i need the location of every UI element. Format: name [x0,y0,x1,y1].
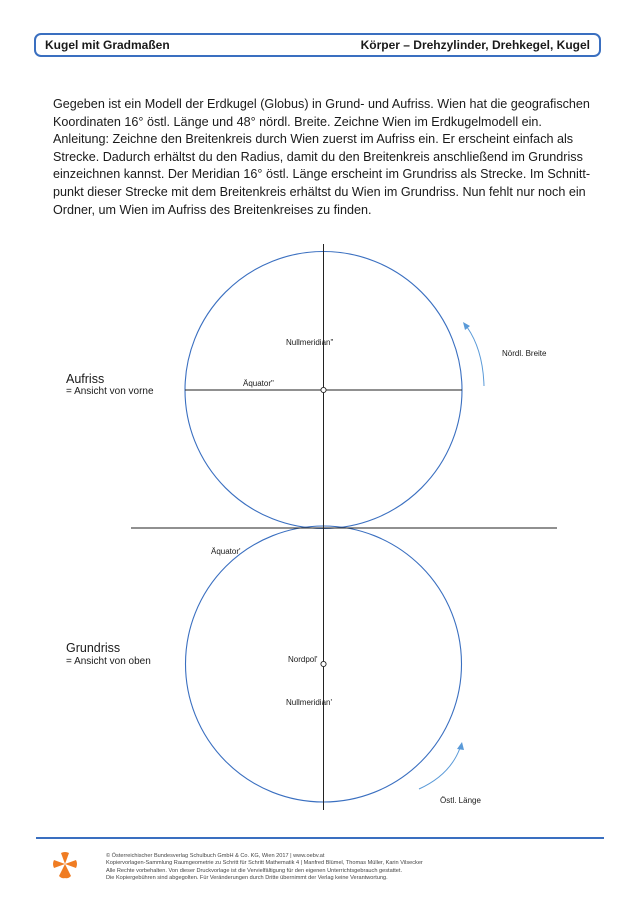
intro-line: Koordinaten 16° östl. Länge und 48° nördl. Breite. Zeichne Wien im Erdkugelmodell ein. [53,114,542,129]
aufriss-center-point [321,387,326,392]
footer-line: © Österreichischer Bundesverlag Schulbuch GmbH & Co. KG, Wien 2017 | www.oebv.at [106,853,325,859]
laenge-label: Östl. Länge [440,796,481,805]
grundriss-title: Grundriss [66,641,121,655]
header-right-title: Körper – Drehzylinder, Drehkegel, Kugel [360,38,590,52]
breite-arrowhead [463,322,470,330]
grundriss-aequator-label: Äquator' [211,547,241,556]
grundriss-nullmeridian-label: Nullmeridian' [286,698,332,707]
publisher-logo [52,851,78,879]
footer-line: Kopiervorlagen-Sammlung Raumgeometrie zu Schritt für Schritt Mathematik 4 | Manfred Blümel, Thomas Müller, Karin Vilsecker [106,860,423,867]
footer-line: Alle Rechte vorbehalten. Von dieser Druckvorlage ist die Vervielfältigung für den eigenen Unterrichtsgebrauch gestattet. [106,867,403,874]
nordpol-label: Nordpol' [288,655,318,664]
nordpol-point [321,661,326,666]
aufriss-aequator-label: Äquator" [243,379,274,388]
aufriss-nullmeridian-label: Nullmeridian" [286,338,334,347]
intro-line: Ordner, um Wien im Aufriss des Breitenkreises zu finden. [53,202,372,217]
intro-line: Strecke. Dadurch erhältst du den Radius, damit du den Breitenkreis anschließend im Grundriss [53,149,583,164]
laenge-arrow [419,748,460,789]
intro-line: punkt dieser Strecke mit dem Breitenkreis erhältst du Wien im Grundriss. Nun fehlt nur noch ein [53,184,586,199]
intro-line: Anleitung: Zeichne den Breitenkreis durch Wien zuerst im Aufriss ein. Er erscheint einfach als [53,132,574,147]
breite-label: Nördl. Breite [502,349,547,358]
footer-rule [36,837,604,839]
footer-line: Die Kopiergebühren sind abgegolten. Für Veränderungen durch Dritte übernimmt der Verlag keine Verantwortung. [106,874,388,881]
breite-arrow [467,327,484,386]
intro-line: einzeichnen kannst. Der Meridian 16° östl. Länge erscheint im Grundriss als Strecke. Im Schnitt- [53,167,591,182]
aufriss-subtitle: = Ansicht von vorne [66,386,154,397]
grundriss-subtitle: = Ansicht von oben [66,656,151,667]
intro-line: Gegeben ist ein Modell der Erdkugel (Globus) in Grund- und Aufriss. Wien hat die geografischen [53,97,590,111]
footer-text [106,853,423,882]
laenge-arrowhead [457,742,464,750]
header-left-title: Kugel mit Gradmaßen [45,38,170,52]
aufriss-title: Aufriss [66,372,105,386]
